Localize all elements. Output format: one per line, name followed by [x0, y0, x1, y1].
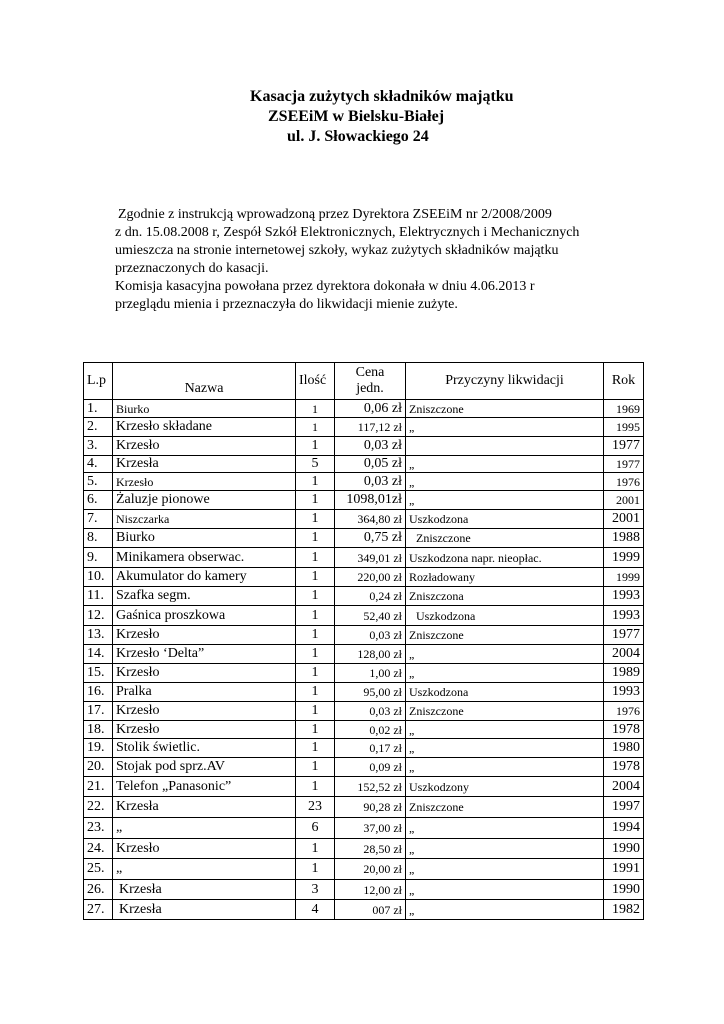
cell-lp: 25.: [84, 859, 113, 880]
cell-qty: 6: [296, 818, 335, 839]
cell-reason: „: [406, 491, 604, 510]
cell-reason: Uszkodzona: [406, 606, 604, 626]
cell-year: 1976: [604, 702, 644, 721]
cell-name: Krzesła: [113, 456, 296, 473]
cell-lp: 8.: [84, 529, 113, 548]
cell-price: 28,50 zł: [335, 839, 406, 859]
cell-name: Krzesło ‘Delta”: [113, 645, 296, 664]
cell-price: 0,03 zł: [335, 473, 406, 491]
cell-reason: „: [406, 880, 604, 900]
table-row: [84, 473, 644, 491]
cell-lp: 2.: [84, 418, 113, 437]
table-row: [84, 721, 644, 739]
cell-reason: Zniszczone: [406, 702, 604, 721]
cell-reason: Zniszczone: [406, 400, 604, 418]
cell-price: 1,00 zł: [335, 664, 406, 683]
table-row: [84, 739, 644, 758]
header-price-line-1: Cena: [355, 365, 385, 380]
cell-year: 1999: [604, 548, 644, 568]
cell-year: 2001: [604, 491, 644, 510]
table-row: [84, 456, 644, 473]
table-row: [84, 683, 644, 702]
table-row: [84, 900, 644, 920]
table-row: [84, 777, 644, 797]
table-row: [84, 645, 644, 664]
cell-name: Pralka: [113, 683, 296, 702]
intro-line: umieszcza na stronie internetowej szkoły, wykaz zużytych składników majątku: [115, 243, 559, 258]
cell-reason: „: [406, 859, 604, 880]
cell-reason: Rozładowany: [406, 568, 604, 587]
intro-line: z dn. 15.08.2008 r, Zespół Szkół Elektronicznych, Elektrycznych i Mechanicznych: [115, 225, 580, 240]
header-price: [335, 363, 406, 400]
header-year: Rok: [604, 363, 644, 400]
document-title-line-2: ZSEEiM w Bielsku-Białej: [268, 108, 445, 125]
cell-qty: 1: [296, 758, 335, 777]
cell-price: 90,28 zł: [335, 797, 406, 818]
cell-price: 1098,01zł: [335, 491, 406, 510]
cell-reason: Zniszczone: [406, 626, 604, 645]
header-name: Nazwa: [113, 363, 296, 400]
cell-reason: „: [406, 758, 604, 777]
cell-lp: 21.: [84, 777, 113, 797]
cell-lp: 9.: [84, 548, 113, 568]
cell-reason: „: [406, 473, 604, 491]
cell-lp: 12.: [84, 606, 113, 626]
cell-qty: 3: [296, 880, 335, 900]
cell-price: 0,03 zł: [335, 437, 406, 456]
table-row: [84, 606, 644, 626]
cell-lp: 14.: [84, 645, 113, 664]
cell-reason: „: [406, 721, 604, 739]
cell-reason: Zniszczone: [406, 797, 604, 818]
table-row: [84, 491, 644, 510]
cell-price: 0,03 zł: [335, 702, 406, 721]
table-row: [84, 758, 644, 777]
cell-reason: „: [406, 645, 604, 664]
cell-lp: 15.: [84, 664, 113, 683]
header-lp: L.p: [84, 363, 113, 400]
cell-qty: 1: [296, 548, 335, 568]
cell-lp: 16.: [84, 683, 113, 702]
cell-qty: 1: [296, 777, 335, 797]
cell-year: 1989: [604, 664, 644, 683]
cell-qty: 1: [296, 664, 335, 683]
cell-name: Krzesła: [113, 900, 296, 920]
cell-qty: 23: [296, 797, 335, 818]
cell-qty: 1: [296, 473, 335, 491]
table-row: [84, 859, 644, 880]
table-row: [84, 437, 644, 456]
cell-year: 1982: [604, 900, 644, 920]
cell-qty: 4: [296, 900, 335, 920]
cell-reason: Zniszczona: [406, 587, 604, 606]
cell-price: 0,06 zł: [335, 400, 406, 418]
cell-name: Krzesło: [113, 664, 296, 683]
cell-reason: „: [406, 664, 604, 683]
table-row: [84, 880, 644, 900]
cell-reason: [406, 437, 604, 456]
table-row: [84, 400, 644, 418]
cell-price: 37,00 zł: [335, 818, 406, 839]
cell-year: 1977: [604, 456, 644, 473]
cell-name: Krzesło: [113, 702, 296, 721]
cell-lp: 23.: [84, 818, 113, 839]
cell-price: 20,00 zł: [335, 859, 406, 880]
intro-line: Zgodnie z instrukcją wprowadzoną przez Dyrektora ZSEEiM nr 2/2008/2009: [118, 207, 552, 222]
cell-name: Krzesła: [113, 880, 296, 900]
cell-year: 1999: [604, 568, 644, 587]
table-row: [84, 587, 644, 606]
cell-qty: 1: [296, 683, 335, 702]
table-row: [84, 418, 644, 437]
table-row: [84, 548, 644, 568]
intro-line: Komisja kasacyjna powołana przez dyrektora dokonała w dniu 4.06.2013 r: [115, 279, 535, 294]
cell-name: Biurko: [113, 400, 296, 418]
cell-price: 128,00 zł: [335, 645, 406, 664]
cell-reason: Uszkodzona: [406, 510, 604, 529]
cell-year: 1969: [604, 400, 644, 418]
cell-lp: 3.: [84, 437, 113, 456]
table-row: [84, 702, 644, 721]
cell-lp: 22.: [84, 797, 113, 818]
cell-reason: „: [406, 839, 604, 859]
cell-year: 1988: [604, 529, 644, 548]
cell-price: 12,00 zł: [335, 880, 406, 900]
cell-lp: 26.: [84, 880, 113, 900]
cell-lp: 11.: [84, 587, 113, 606]
cell-qty: 1: [296, 529, 335, 548]
disposal-table: [83, 362, 644, 920]
cell-reason: „: [406, 818, 604, 839]
cell-price: 0,75 zł: [335, 529, 406, 548]
cell-year: 1993: [604, 606, 644, 626]
cell-name: Niszczarka: [113, 510, 296, 529]
cell-name: Akumulator do kamery: [113, 568, 296, 587]
cell-price: 52,40 zł: [335, 606, 406, 626]
cell-year: 1980: [604, 739, 644, 758]
cell-price: 349,01 zł: [335, 548, 406, 568]
table-header-row: [84, 363, 644, 400]
cell-qty: 1: [296, 568, 335, 587]
cell-price: 0,17 zł: [335, 739, 406, 758]
cell-name: Gaśnica proszkowa: [113, 606, 296, 626]
cell-name: „: [113, 859, 296, 880]
cell-name: Krzesło: [113, 626, 296, 645]
document-title-line-3: ul. J. Słowackiego 24: [287, 128, 429, 145]
cell-name: Minikamera obserwac.: [113, 548, 296, 568]
header-price-line-2: jedn.: [356, 381, 384, 396]
cell-name: „: [113, 818, 296, 839]
cell-year: 2001: [604, 510, 644, 529]
cell-name: Krzesło: [113, 473, 296, 491]
cell-year: 1994: [604, 818, 644, 839]
cell-price: 95,00 zł: [335, 683, 406, 702]
cell-reason: „: [406, 900, 604, 920]
cell-year: 1976: [604, 473, 644, 491]
cell-reason: „: [406, 456, 604, 473]
header-reason: Przyczyny likwidacji: [406, 363, 604, 400]
cell-year: 1995: [604, 418, 644, 437]
cell-price: 220,00 zł: [335, 568, 406, 587]
cell-price: 117,12 zł: [335, 418, 406, 437]
cell-name: Krzesło: [113, 839, 296, 859]
cell-name: Krzesła: [113, 797, 296, 818]
cell-qty: 1: [296, 606, 335, 626]
cell-qty: 1: [296, 721, 335, 739]
cell-price: 152,52 zł: [335, 777, 406, 797]
table-row: [84, 797, 644, 818]
cell-lp: 18.: [84, 721, 113, 739]
cell-lp: 5.: [84, 473, 113, 491]
cell-lp: 17.: [84, 702, 113, 721]
cell-year: 1977: [604, 437, 644, 456]
cell-reason: „: [406, 418, 604, 437]
cell-price: 0,03 zł: [335, 626, 406, 645]
cell-price: 0,05 zł: [335, 456, 406, 473]
cell-year: 2004: [604, 645, 644, 664]
cell-year: 1993: [604, 683, 644, 702]
cell-qty: 1: [296, 739, 335, 758]
cell-lp: 20.: [84, 758, 113, 777]
cell-price: 0,09 zł: [335, 758, 406, 777]
table-row: [84, 510, 644, 529]
cell-price: 0,02 zł: [335, 721, 406, 739]
cell-price: 364,80 zł: [335, 510, 406, 529]
cell-year: 1990: [604, 880, 644, 900]
cell-year: 1993: [604, 587, 644, 606]
table-row: [84, 626, 644, 645]
cell-reason: „: [406, 739, 604, 758]
table-body: [84, 400, 644, 920]
cell-lp: 19.: [84, 739, 113, 758]
cell-reason: Uszkodzona napr. nieopłac.: [406, 548, 604, 568]
cell-name: Krzesło: [113, 721, 296, 739]
intro-line: przeznaczonych do kasacji.: [115, 261, 269, 276]
table-row: [84, 529, 644, 548]
cell-qty: 1: [296, 626, 335, 645]
cell-qty: 1: [296, 702, 335, 721]
cell-year: 1990: [604, 839, 644, 859]
cell-price: 007 zł: [335, 900, 406, 920]
intro-paragraph: [115, 206, 655, 314]
cell-lp: 6.: [84, 491, 113, 510]
cell-name: Krzesło: [113, 437, 296, 456]
cell-name: Żaluzje pionowe: [113, 491, 296, 510]
cell-year: 1991: [604, 859, 644, 880]
cell-lp: 13.: [84, 626, 113, 645]
cell-qty: 1: [296, 859, 335, 880]
cell-name: Krzesło składane: [113, 418, 296, 437]
cell-lp: 7.: [84, 510, 113, 529]
cell-reason: Zniszczone: [406, 529, 604, 548]
table-row: [84, 568, 644, 587]
cell-name: Szafka segm.: [113, 587, 296, 606]
cell-year: 2004: [604, 777, 644, 797]
header-qty: Ilość: [296, 363, 335, 400]
table-row: [84, 839, 644, 859]
cell-year: 1997: [604, 797, 644, 818]
cell-price: 0,24 zł: [335, 587, 406, 606]
cell-reason: Uszkodzona: [406, 683, 604, 702]
cell-lp: 1.: [84, 400, 113, 418]
cell-qty: 1: [296, 418, 335, 437]
cell-qty: 1: [296, 510, 335, 529]
cell-qty: 1: [296, 839, 335, 859]
cell-name: Stojak pod sprz.AV: [113, 758, 296, 777]
intro-line: przeglądu mienia i przeznaczyła do likwidacji mienie zużyte.: [115, 297, 458, 312]
cell-name: Biurko: [113, 529, 296, 548]
document-title-line-1: Kasacja zużytych składników majątku: [250, 88, 514, 105]
cell-lp: 10.: [84, 568, 113, 587]
cell-qty: 5: [296, 456, 335, 473]
cell-qty: 1: [296, 587, 335, 606]
cell-qty: 1: [296, 491, 335, 510]
cell-qty: 1: [296, 400, 335, 418]
cell-name: Telefon „Panasonic”: [113, 777, 296, 797]
cell-year: 1977: [604, 626, 644, 645]
cell-qty: 1: [296, 645, 335, 664]
cell-lp: 24.: [84, 839, 113, 859]
table-row: [84, 818, 644, 839]
cell-lp: 4.: [84, 456, 113, 473]
cell-year: 1978: [604, 758, 644, 777]
cell-year: 1978: [604, 721, 644, 739]
cell-reason: Uszkodzony: [406, 777, 604, 797]
cell-name: Stolik świetlic.: [113, 739, 296, 758]
cell-lp: 27.: [84, 900, 113, 920]
cell-qty: 1: [296, 437, 335, 456]
table-row: [84, 664, 644, 683]
